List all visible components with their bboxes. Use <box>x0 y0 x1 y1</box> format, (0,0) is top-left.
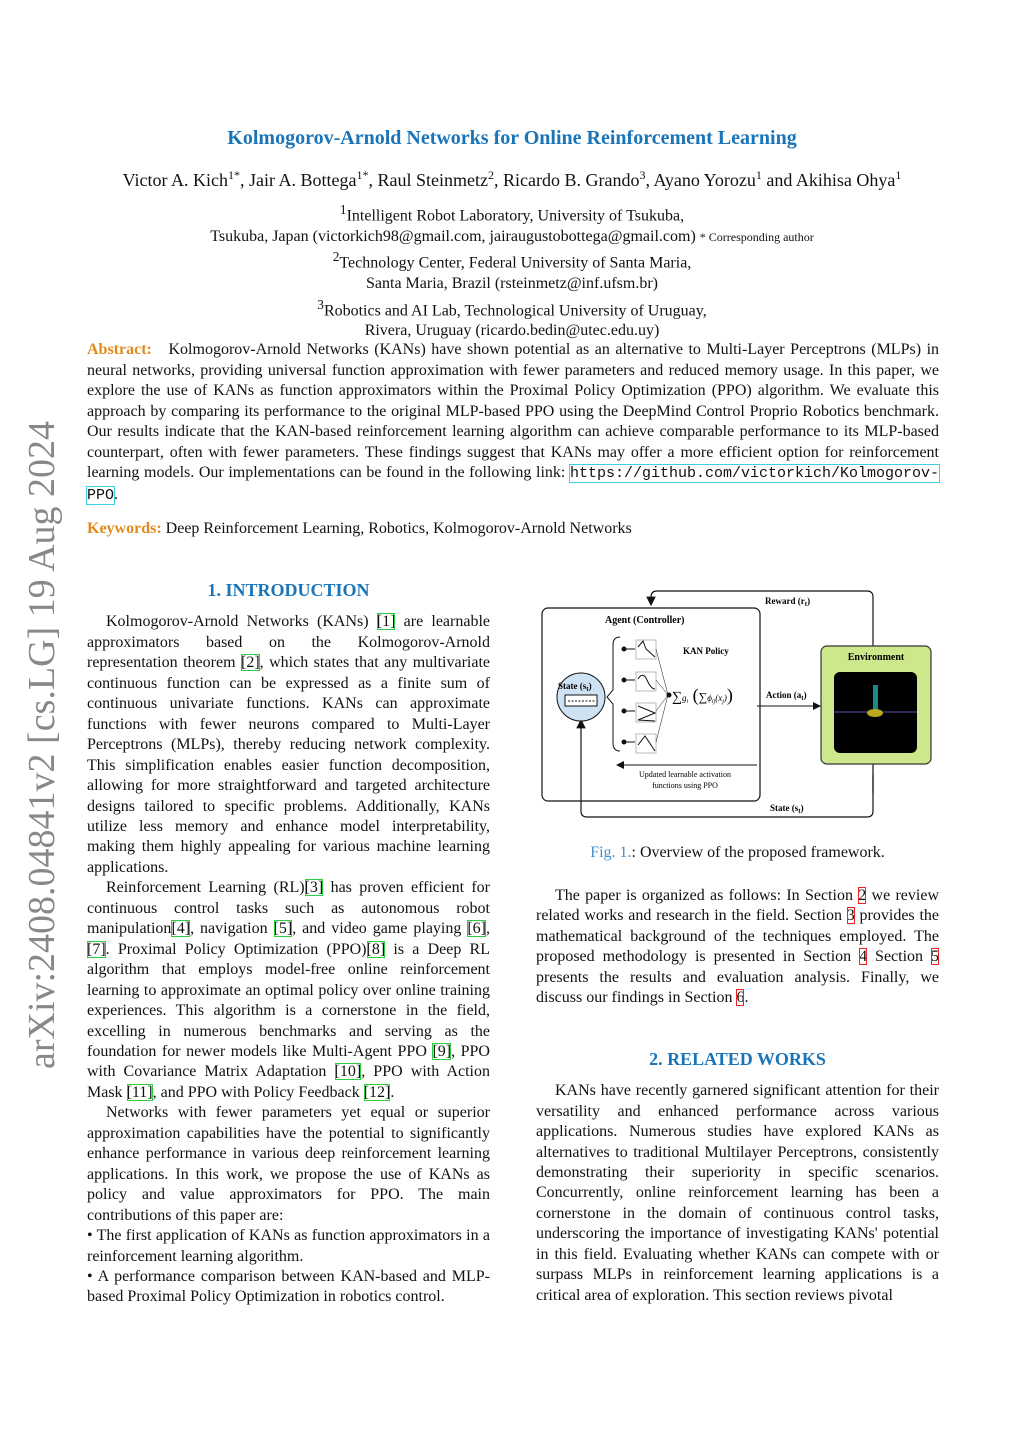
citation-link[interactable]: [1] <box>376 613 396 631</box>
text-run: , PPO with Action Mask <box>87 1063 490 1101</box>
text-run: . <box>744 989 749 1007</box>
abstract-label: Abstract: <box>87 341 152 358</box>
author-list: Victor A. Kich$^{1*}$, Jair A. Bottega$^{1*}$, Raul Steinmetz$^2$, Ricardo B. Grando$^3$, Ayano Yorozu$^1$ and Akihisa Ohya$^1$ <box>122 168 902 190</box>
arxiv-stamp: arXiv:2408.04841v2 [cs.LG] 19 Aug 2024 <box>21 420 63 1070</box>
keywords-text: Deep Reinforcement Learning, Robotics, Kolmogorov-Arnold Networks <box>165 520 632 537</box>
section-ref-link[interactable]: 2 <box>858 887 867 904</box>
bullet-text: A performance comparison between KAN-based and MLP-based Proximal Policy Optimization in robotics control. <box>87 1267 491 1306</box>
author-name: Ricardo B. Grando <box>503 170 640 190</box>
section-ref-link[interactable]: 4 <box>859 948 868 966</box>
agent-label: Agent (Controller) <box>605 615 685 626</box>
abstract-end: . <box>114 485 119 503</box>
author-affiliation-mark: 1 <box>755 168 762 182</box>
text-run: , PPO with Covariance Matrix Adaptation <box>87 1042 490 1081</box>
bullet-item: • The first application of KANs as function approximators in a reinforcement learning algorithm. <box>87 1227 490 1265</box>
citation-link[interactable]: [12] <box>363 1083 391 1101</box>
text-run: Networks with fewer parameters yet equal or superior approximation capabilities have the potential to significantly enhance performance in various deep reinforcement learning applications. In this work, we propose the use of KANs as policy and value approximators for PPO. The main contributions of this paper are: <box>87 1104 490 1224</box>
text-run: , navigation <box>190 920 274 938</box>
section-ref-link[interactable]: 3 <box>846 907 855 925</box>
text-run: is a Deep RL algorithm that employs model-free online reinforcement learning to approximate an optimal policy over online training experiences. This algorithm is a cornerstone in the field, excelling in numerous benchmarks and serving as the foundation for newer models like Multi-Agent PPO <box>87 940 490 1060</box>
affiliation-3-contact: Rivera, Uruguay (ricardo.bedin@utec.edu.uy) <box>364 322 660 340</box>
related-works-paragraph: KANs have recently garnered significant attention for their versatility and enhanced performance across various applications. Numerous studies have explored KANs as alternatives to traditional Multilayer Perceptrons, consistently demonstrating their superiority in specific scenarios. Concurrently, online reinforcement learning has been a cornerstone in the domain of continuous control tasks, underscoring the importance of investigating KANs' potential in this field. Evaluating whether KANs can compete with or surpass MLPs in reinforcement learning applications is a critical area of exploration. This section reviews pivotal <box>536 1082 939 1304</box>
section-ref-link[interactable]: 6 <box>736 989 745 1007</box>
author-affiliation-mark: 3 <box>639 168 646 182</box>
section-heading-related-works: 2. RELATED WORKS <box>649 1048 826 1069</box>
paragraph <box>87 612 490 878</box>
bullet-text: The first application of KANs as function approximators in a reinforcement learning algorithm. <box>87 1227 490 1265</box>
framework-figure <box>535 585 945 820</box>
affiliation-1-contact: Tsukuba, Japan (victorkich98@gmail.com, jairaugustobottega@gmail.com) <box>210 227 696 245</box>
author-affiliation-mark: 1* <box>228 168 241 182</box>
paragraph <box>87 1103 490 1226</box>
affiliation-2-contact: Santa Maria, Brazil (rsteinmetz@inf.ufsm.br) <box>366 275 658 293</box>
author-affiliation-mark: 1* <box>356 168 369 182</box>
text-run: , and video game playing <box>292 920 468 938</box>
paper-title: Kolmogorov-Arnold Networks for Online Reinforcement Learning <box>227 127 797 149</box>
kan-formula: $\sum g_i$ $(\sum\phi_{ij}(x_j))$ <box>672 685 733 705</box>
text-run: Section <box>867 948 931 966</box>
author-name: Jair A. Bottega <box>249 170 357 190</box>
text-run: are learnable approximators based on the Kolmogorov-Arnold representation theorem <box>87 613 491 672</box>
author-name: Victor A. Kich <box>122 170 229 190</box>
citation-link[interactable]: [9] <box>432 1042 452 1060</box>
citation-link[interactable]: [6] <box>467 920 486 938</box>
author-name: Akihisa Ohya <box>795 170 896 190</box>
bullet-item: • A performance comparison between KAN-based and MLP-based Proximal Policy Optimization in robotics control. <box>87 1267 491 1306</box>
author-name: Ayano Yorozu <box>653 170 756 190</box>
figure-caption <box>536 844 939 862</box>
affiliation-1: Intelligent Robot Laboratory, University of Tsukuba, <box>346 207 685 225</box>
corresponding-note: * Corresponding author <box>699 229 814 244</box>
figure-label[interactable]: Fig. 1. <box>590 844 632 861</box>
citation-link[interactable]: [11] <box>126 1083 153 1101</box>
right-column <box>536 886 939 1306</box>
caption-text: : Overview of the proposed framework. <box>631 844 885 861</box>
text-run: Reinforcement Learning (RL) <box>106 879 305 897</box>
introduction-body <box>87 612 490 1226</box>
citation-link[interactable]: [3] <box>304 879 324 897</box>
update-label-1: Updated learnable activation <box>639 770 731 779</box>
text-run: , <box>486 920 490 938</box>
organization-paragraph <box>536 886 939 1009</box>
keywords <box>87 520 939 538</box>
state-feedback-label: State $(s_t)$ <box>770 803 804 815</box>
abstract <box>87 340 939 506</box>
text-run: Kolmogorov-Arnold Networks (KANs) <box>106 613 377 631</box>
citation-link[interactable]: [5] <box>273 920 293 938</box>
author-affiliation-mark: 1 <box>895 168 902 182</box>
affiliations: $^1$Intelligent Robot Laboratory, University of Tsukuba, Tsukuba, Japan (victorkich98@gmail.com, jairaugustobottega@gmail.com) * Corresponding author $^2$Technology Center, Federal University of Santa Maria, Santa Maria, Brazil (rsteinmetz@inf.ufsm.br) $^3$Robotics and AI Lab, Technological University of Uruguay, Rivera, Uruguay (ricardo.bedin@utec.edu.uy) <box>210 202 814 340</box>
section-ref-link[interactable]: 5 <box>931 948 939 966</box>
action-label: Action $(a_t)$ <box>766 690 807 702</box>
text-run: we review related works and research in the field. Section <box>536 887 940 925</box>
citation-link[interactable]: [4] <box>171 920 191 938</box>
author-affiliation-mark: 2 <box>488 168 495 182</box>
text-run: has proven efficient for continuous control tasks such as autonomous robot manipulation <box>87 879 491 938</box>
reward-label: Reward $(r_t)$ <box>765 596 811 608</box>
text-run: presents the results and evaluation analysis. Finally, we discuss our findings in Section <box>536 968 939 1007</box>
text-run: . <box>390 1083 395 1101</box>
state-node-label: State $(s_t)$ <box>558 681 592 693</box>
left-column <box>87 580 490 1308</box>
update-label-2: functions using PPO <box>652 781 718 790</box>
environment-label: Environment <box>847 652 905 663</box>
text-run: The paper is organized as follows: In Section <box>555 887 859 904</box>
citation-link[interactable]: [7] <box>87 940 106 958</box>
text-run: , and PPO with Policy Feedback <box>152 1083 364 1101</box>
affiliation-2: Technology Center, Federal University of Santa Maria, <box>339 254 692 272</box>
paragraph <box>87 878 490 1103</box>
section-heading-introduction: 1. INTRODUCTION <box>207 580 370 600</box>
citation-link[interactable]: [8] <box>366 940 386 958</box>
text-run: provides the mathematical background of the techniques employed. The proposed methodology is presented in Section <box>536 907 940 966</box>
text-run: . Proximal Policy Optimization (PPO) <box>105 940 367 958</box>
author-name: Raul Steinmetz <box>377 170 489 190</box>
abstract-text: Kolmogorov-Arnold Networks (KANs) have shown potential as an alternative to Multi-Layer Perceptrons (MLPs) in neural networks, providing universal function approximation with fewer parameters and reduced memory usage. In this paper, we explore the use of KANs as function approximators within the Proximal Policy Optimization (PPO) algorithm. We evaluate this approach by comparing its performance to the original MLP-based PPO using the DeepMind Control Proprio Robotics benchmark. Our results indicate that the KAN-based reinforcement learning algorithm can achieve comparable performance to its MLP-based counterpart, often with fewer parameters. These findings suggest that KANs may offer a more efficient option for reinforcement learning models. Our implementations can be found in the following link: <box>87 341 940 481</box>
citation-link[interactable]: [2] <box>240 654 260 672</box>
citation-link[interactable]: [10] <box>334 1063 362 1081</box>
keywords-label: Keywords: <box>87 520 162 537</box>
repo-link[interactable]: https://github.com/victorkich/Kolmogorov-PPO <box>87 465 939 504</box>
text-run: , which states that any multivariate continuous function can be expressed as a finite sum of continuous univariate functions. KANs can approximate functions with fewer neurons compared to Multi-Layer Perceptrons (MLPs), thereby reducing network complexity. This simplification enables easier function decomposition, allowing for more straightforward and targeted architecture designs tailored to specific problems. Additionally, KANs utilize less memory and enhance model interpretability, making them highly appealing for various machine learning applications. <box>87 654 491 876</box>
kan-policy-label: KAN Policy <box>683 646 729 656</box>
affiliation-3: Robotics and AI Lab, Technological University of Uruguay, <box>323 301 707 319</box>
